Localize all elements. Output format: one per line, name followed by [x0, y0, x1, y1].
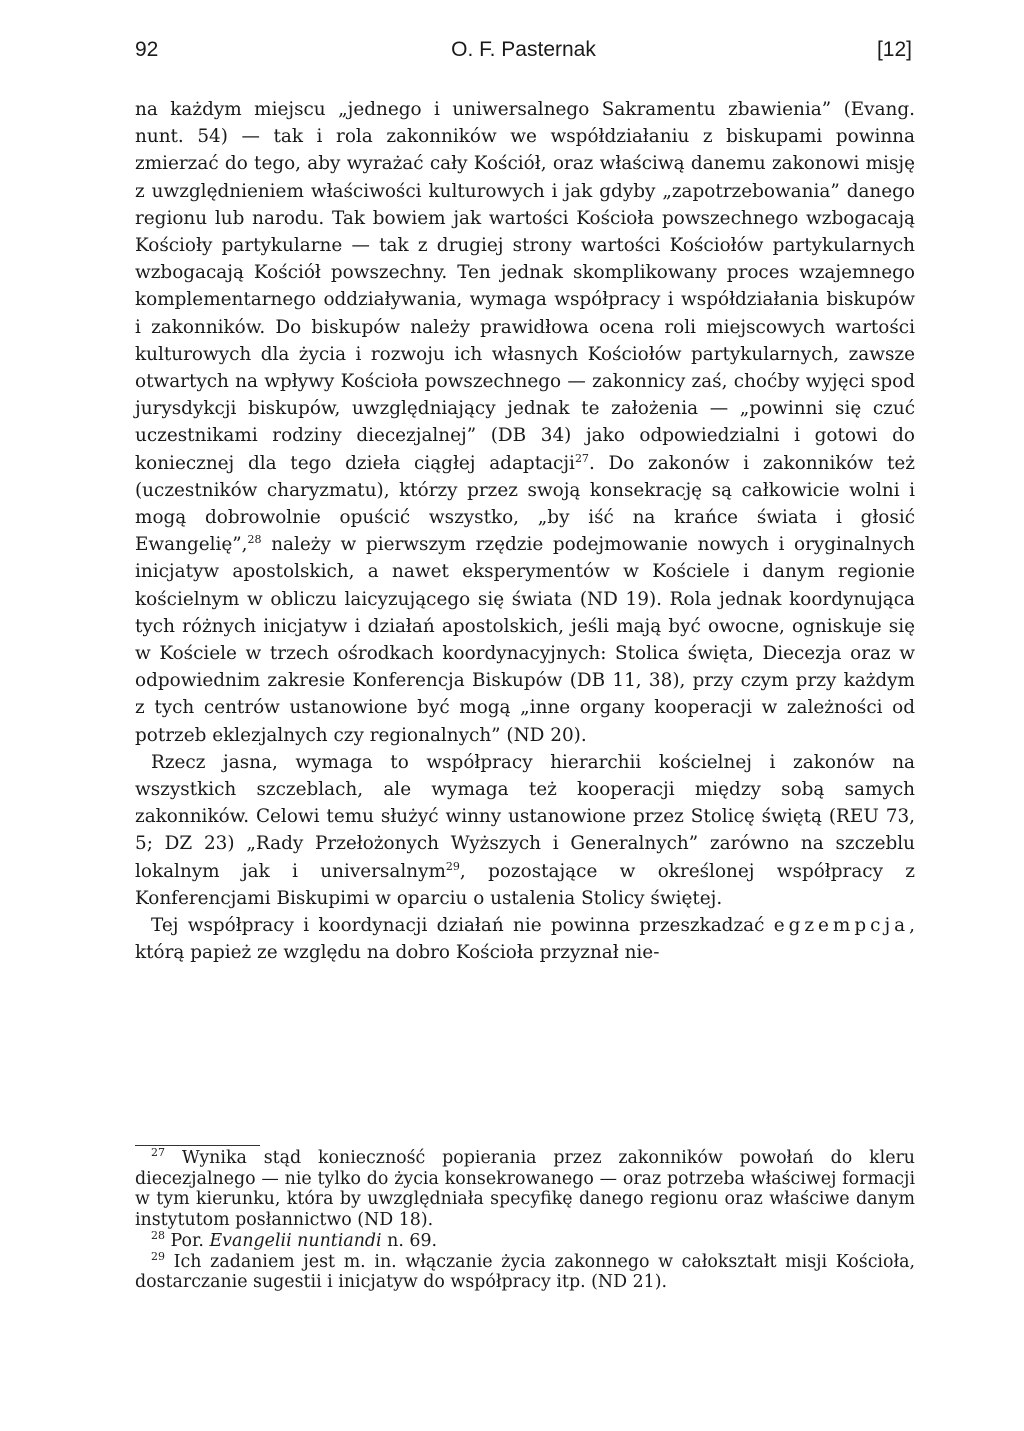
footnote-ref-27: 27 — [574, 451, 589, 465]
paragraph-3-text-a: Tej współpracy i koordynacji działań nie powinna przeszkadzać — [151, 915, 765, 937]
footnote-italic-title: Evangelii nuntiandi — [209, 1230, 382, 1251]
footnote-text: Ich zadaniem jest m. in. włączanie życia zakonnego w całokształt misji Kościoła, dostarczanie sugestii i inicjatyw do współpracy itp. (ND 21). — [135, 1251, 915, 1293]
footnote-number: 29 — [151, 1249, 165, 1263]
paragraph-1-text-a: na każdym miejscu „jednego i uniwersalnego Sakramentu zbawienia” (Evang. nunt. 54) — tak i rola zakonników we współdziałaniu z biskupami powinna zmierzać do tego, aby wyrażać cały Kościół, oraz właściwą danemu zakonowi misję z uwzględnieniem właściwości kulturowych i jak gdyby „zapotrzebowania” danego regionu lub narodu. Tak bowiem jak wartości Kościoła powszechnego wzbogacają Kościoły partykularne — tak z drugiej strony wartości Kościołów partykularnych wzbogacają Kościół powszechny. Ten jednak skomplikowany proces wzajemnego komplementarnego oddziaływania, wymaga współpracy i współdziałania biskupów i zakonników. Do biskupów należy prawidłowa ocena roli miejscowych wartości kulturowych dla życia i rozwoju ich własnych Kościołów partykularnych, zawsze otwartych na wpływy Kościoła powszechnego — zakonnicy zaś, choćby wyjęci spod jurysdykcji biskupów, uwzględniający jednak te założenia — „powinni się czuć uczestnikami rodziny diecezjalnej” (DB 34) jako odpowiedzialni i gotowi do koniecznej dla tego dzieła ciągłej adaptacji — [135, 99, 915, 474]
footnote-number: 28 — [151, 1229, 165, 1243]
paragraph-1 — [135, 96, 915, 749]
paragraph-2 — [135, 749, 915, 912]
footnote-29 — [135, 1249, 915, 1293]
running-author: O. F. Pasternak — [451, 38, 596, 61]
paragraph-1-text-b: . Do zakonów i zakonników też (uczestników charyzmatu), którzy przez swoją konsekrację są całkowicie wolni i mogą dobrowolnie opuścić wszystko, „by iść na krańce świata i głosić Ewangelię”, — [135, 452, 915, 556]
paragraph-2-text-a: Rzecz jasna, wymaga to współpracy hierarchii kościelnej i zakonów na wszystkich szczeblach, ale wymaga też kooperacji między sobą samych zakonników. Celowi temu służyć winny ustanowione przez Stolicę świętą (REU 73, 5; DZ 23) „Rady Przełożonych Wyższych i Generalnych” zarówno na szczeblu lokalnym jak i universalnym — [135, 751, 915, 882]
footnote-number: 27 — [151, 1146, 165, 1160]
paragraph-3-text-b: , którą papież ze względu na dobro Kościoła przyznał nie- — [135, 915, 915, 964]
footnote-text-pre: Por. — [165, 1230, 210, 1251]
footnote-text: Wynika stąd konieczność popierania przez zakonników powołań do kleru diecezjalnego — nie tylko do życia konsekrowanego — oraz potrzeba właściwej formacji w tym kierunku, która by uwzględniała specyfikę danego regionu oraz właściwe danym instytutom posłannictwo (ND 18). — [135, 1148, 915, 1231]
page-number: 92 — [135, 38, 159, 61]
running-header — [135, 38, 912, 68]
paragraph-2-text-b: , pozostające w określonej współpracy z Konferencjami Biskupimi w oparciu o ustalenia Stolicy świętej. — [135, 860, 915, 909]
footnote-text-post: n. 69. — [381, 1230, 438, 1251]
body-text — [135, 96, 915, 967]
paragraph-3 — [135, 912, 915, 966]
spaced-emphasis: egzempcja — [773, 915, 910, 937]
folio-number: [12] — [876, 38, 912, 61]
footnote-28 — [135, 1231, 915, 1252]
footnote-27 — [135, 1148, 915, 1231]
footnote-ref-28: 28 — [247, 533, 262, 547]
paragraph-1-text-c: należy w pierwszym rzędzie podejmowanie nowych i oryginalnych inicjatyw apostolskich, a nawet eksperymentów w Kościele i danym regionie kościelnym w obliczu laicyzującego się świata (ND 19). Rola jednak koordynująca tych różnych inicjatyw i działań apostolskich, jeśli mają być owocne, ogniskuje się w Kościele w trzech ośrodkach koordynacyjnych: Stolica święta, Diecezja oraz w odpowiednim zakresie Konferencja Biskupów (DB 11, 38), przy czym przy każdym z tych centrów ustanowione być mogą „inne organy kooperacji w zależności od potrzeb eklezjalnych czy regionalnych” (ND 20). — [135, 534, 915, 746]
footnote-ref-29: 29 — [445, 859, 460, 873]
footnotes — [135, 1148, 915, 1293]
